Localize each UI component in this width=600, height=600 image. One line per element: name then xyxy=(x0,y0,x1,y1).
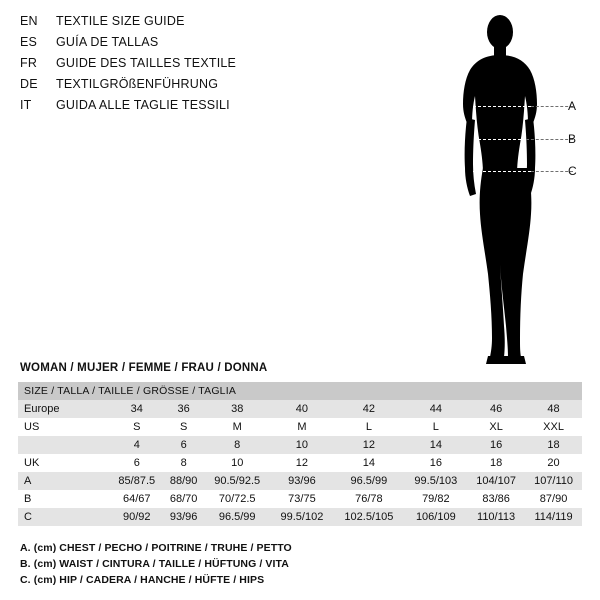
table-row xyxy=(18,490,582,508)
cell: 114/119 xyxy=(534,511,573,523)
footnotes xyxy=(20,540,580,588)
cell: 87/90 xyxy=(539,493,568,505)
measure-line-hip-outer xyxy=(531,171,573,172)
cell: 104/107 xyxy=(476,475,516,487)
cell: 42 xyxy=(362,403,375,415)
row-label: C xyxy=(24,511,32,523)
cell: 68/70 xyxy=(169,493,198,505)
table-header-row xyxy=(18,382,582,400)
cell: 96.5/99 xyxy=(350,475,388,487)
table-row xyxy=(18,418,582,436)
language-row xyxy=(20,77,360,98)
measure-line-chest-outer xyxy=(531,106,573,107)
cell: 76/78 xyxy=(355,493,383,505)
row-label: UK xyxy=(24,457,40,469)
language-header xyxy=(20,14,360,119)
cell: 10 xyxy=(295,439,309,451)
language-title: TEXTILE SIZE GUIDE xyxy=(56,14,185,28)
language-title: GUIDA ALLE TAGLIE TESSILI xyxy=(56,98,230,112)
row-label: B xyxy=(24,493,32,505)
footnote-chest: A. (cm) CHEST / PECHO / POITRINE / TRUHE / PETTO xyxy=(20,542,292,554)
cell: 99.5/103 xyxy=(414,475,458,487)
size-table xyxy=(18,382,582,526)
cell: 18 xyxy=(489,457,503,469)
cell: S xyxy=(179,421,188,433)
cell: 6 xyxy=(133,457,140,469)
cell: 106/109 xyxy=(415,511,456,523)
cell: XL xyxy=(489,421,503,433)
cell: 85/87.5 xyxy=(118,475,156,487)
table-caption: WOMAN / MUJER / FEMME / FRAU / DONNA xyxy=(20,362,268,374)
cell: 96.5/99 xyxy=(218,511,256,523)
language-code: IT xyxy=(20,98,32,112)
cell: 88/90 xyxy=(169,475,198,487)
language-code: DE xyxy=(20,77,38,91)
row-label: Europe xyxy=(24,403,60,415)
cell: 48 xyxy=(547,403,560,415)
cell: 79/82 xyxy=(422,493,450,505)
cell: 102.5/105 xyxy=(344,511,394,523)
cell: 18 xyxy=(547,439,560,451)
table-header-label: SIZE / TALLA / TAILLE / GRÖSSE / TAGLIA xyxy=(24,385,237,397)
cell: 107/110 xyxy=(534,475,574,487)
measure-line-hip-inner xyxy=(473,171,531,172)
row-label: US xyxy=(24,421,40,433)
language-row xyxy=(20,56,360,77)
cell: 12 xyxy=(362,439,375,451)
cell: 4 xyxy=(133,439,140,451)
language-title: TEXTILGRÖßENFÜHRUNG xyxy=(56,77,219,91)
measure-label-c: C xyxy=(568,164,577,178)
cell: 110/113 xyxy=(477,511,516,523)
cell: 6 xyxy=(180,439,187,451)
female-figure-diagram xyxy=(400,8,590,373)
cell: 90/92 xyxy=(123,511,151,523)
language-title: GUÍA DE TALLAS xyxy=(56,35,159,49)
cell: 34 xyxy=(130,403,143,415)
language-code: ES xyxy=(20,35,38,49)
cell: 40 xyxy=(295,403,309,415)
cell: M xyxy=(232,421,242,433)
cell: 8 xyxy=(234,439,241,451)
language-code: EN xyxy=(20,14,38,28)
language-row xyxy=(20,35,360,56)
table-row xyxy=(18,508,582,526)
language-code: FR xyxy=(20,56,38,70)
cell: 16 xyxy=(429,457,442,469)
cell: 44 xyxy=(429,403,442,415)
footnote-hip: C. (cm) HIP / CADERA / HANCHE / HÜFTE / HIPS xyxy=(20,574,265,586)
table-row xyxy=(18,436,582,454)
measure-label-a: A xyxy=(568,99,577,113)
language-row xyxy=(20,98,360,119)
language-row xyxy=(20,14,360,35)
female-silhouette-icon xyxy=(420,8,580,368)
cell: 8 xyxy=(180,457,187,469)
table-row xyxy=(18,400,582,418)
table-row xyxy=(18,472,582,490)
cell: 93/96 xyxy=(169,511,198,523)
row-label xyxy=(18,436,110,454)
cell: 20 xyxy=(547,457,560,469)
cell: 73/75 xyxy=(288,493,316,505)
cell: 93/96 xyxy=(288,475,316,487)
cell: 83/86 xyxy=(482,493,510,505)
language-title: GUIDE DES TAILLES TEXTILE xyxy=(56,56,237,70)
cell: S xyxy=(133,421,141,433)
table-row xyxy=(18,454,582,472)
cell: 16 xyxy=(489,439,503,451)
cell: 12 xyxy=(295,457,309,469)
cell: 14 xyxy=(362,457,375,469)
footnote-waist: B. (cm) WAIST / CINTURA / TAILLE / HÜFTUNG / VITA xyxy=(20,558,289,570)
measure-line-waist-outer xyxy=(526,139,573,140)
row-label: A xyxy=(24,475,32,487)
cell: L xyxy=(365,421,372,433)
cell: 14 xyxy=(429,439,442,451)
cell: 10 xyxy=(231,457,244,469)
cell: XXL xyxy=(543,421,564,433)
cell: 70/72.5 xyxy=(218,493,256,505)
cell: 64/67 xyxy=(123,493,151,505)
cell: L xyxy=(432,421,439,433)
cell: 46 xyxy=(489,403,503,415)
cell: 36 xyxy=(177,403,190,415)
cell: M xyxy=(297,421,307,433)
measure-line-chest-inner xyxy=(473,106,531,107)
cell: 38 xyxy=(231,403,244,415)
measure-label-b: B xyxy=(568,132,577,146)
measure-line-waist-inner xyxy=(478,139,526,140)
cell: 99.5/102 xyxy=(280,511,324,523)
cell: 90.5/92.5 xyxy=(214,475,261,487)
